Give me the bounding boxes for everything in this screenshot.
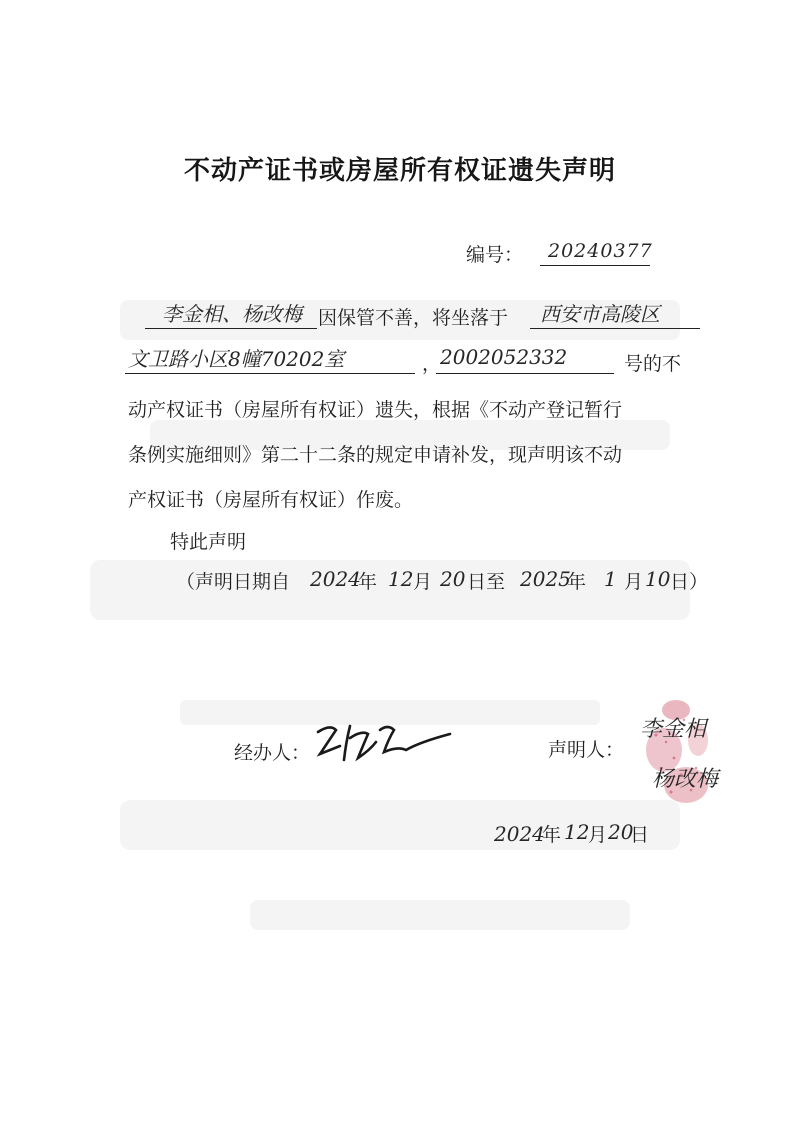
sign-date-day: 20 xyxy=(608,820,634,844)
sign-date-month: 12 xyxy=(564,820,590,844)
period-to-year: 2025 xyxy=(520,567,571,591)
statement-text-1: 因保管不善，将坐落于 xyxy=(318,307,509,329)
sign-date-year-char: 年 xyxy=(542,824,562,846)
handler-signature xyxy=(310,712,460,772)
statement-line-5: 产权证书（房屋所有权证）作废。 xyxy=(128,489,414,511)
sign-date-month-char: 月 xyxy=(588,824,608,846)
period-close: 日） xyxy=(670,571,709,593)
owners-underline xyxy=(145,328,317,329)
serial-number: 20240377 xyxy=(548,240,653,262)
period-year-char-1: 年 xyxy=(358,571,378,593)
sign-date-day-char: 日 xyxy=(630,824,650,846)
declarant-name-1: 李金相 xyxy=(640,717,707,742)
address-handwritten-2: 文卫路小区8幢70202室 xyxy=(128,347,345,371)
serial-underline xyxy=(540,265,650,266)
period-to-day: 10 xyxy=(645,567,671,591)
statement-line-3: 动产权证书（房屋所有权证）遗失，根据《不动产登记暂行 xyxy=(128,399,623,421)
cert-number-underline xyxy=(436,373,614,374)
period-month-char-2: 月 xyxy=(624,571,644,593)
period-to-month: 1 xyxy=(604,567,617,591)
declarant-label: 声明人： xyxy=(548,739,625,761)
period-open: （声明日期自 xyxy=(176,571,291,593)
period-year-char-2: 年 xyxy=(567,571,587,593)
comma: ， xyxy=(422,353,442,375)
address-underline-2 xyxy=(125,373,415,374)
period-from-month: 12 xyxy=(388,567,414,591)
period-month-char-1: 月 xyxy=(413,571,433,593)
period-from-day: 20 xyxy=(440,567,466,591)
handler-label: 经办人： xyxy=(234,742,311,764)
address-handwritten-1: 西安市高陵区 xyxy=(540,302,660,326)
period-to-text: 日至 xyxy=(467,571,506,593)
sign-date-year: 2024 xyxy=(494,822,545,846)
serial-label: 编号： xyxy=(466,244,524,266)
page-title: 不动产证书或房屋所有权证遗失声明 xyxy=(183,156,616,186)
address-underline-1 xyxy=(530,328,700,329)
declarant-name-2: 杨改梅 xyxy=(652,767,719,792)
period-from-year: 2024 xyxy=(310,567,361,591)
cert-number-handwritten: 2002052332 xyxy=(440,345,568,369)
statement-text-2: 号的不 xyxy=(624,353,682,375)
owners-handwritten: 李金相、杨改梅 xyxy=(162,302,302,326)
red-fingerprint-stamp xyxy=(636,680,746,820)
statement-line-4: 条例实施细则》第二十二条的规定申请补发，现声明该不动 xyxy=(128,444,623,466)
declare-text: 特此声明 xyxy=(170,531,247,553)
